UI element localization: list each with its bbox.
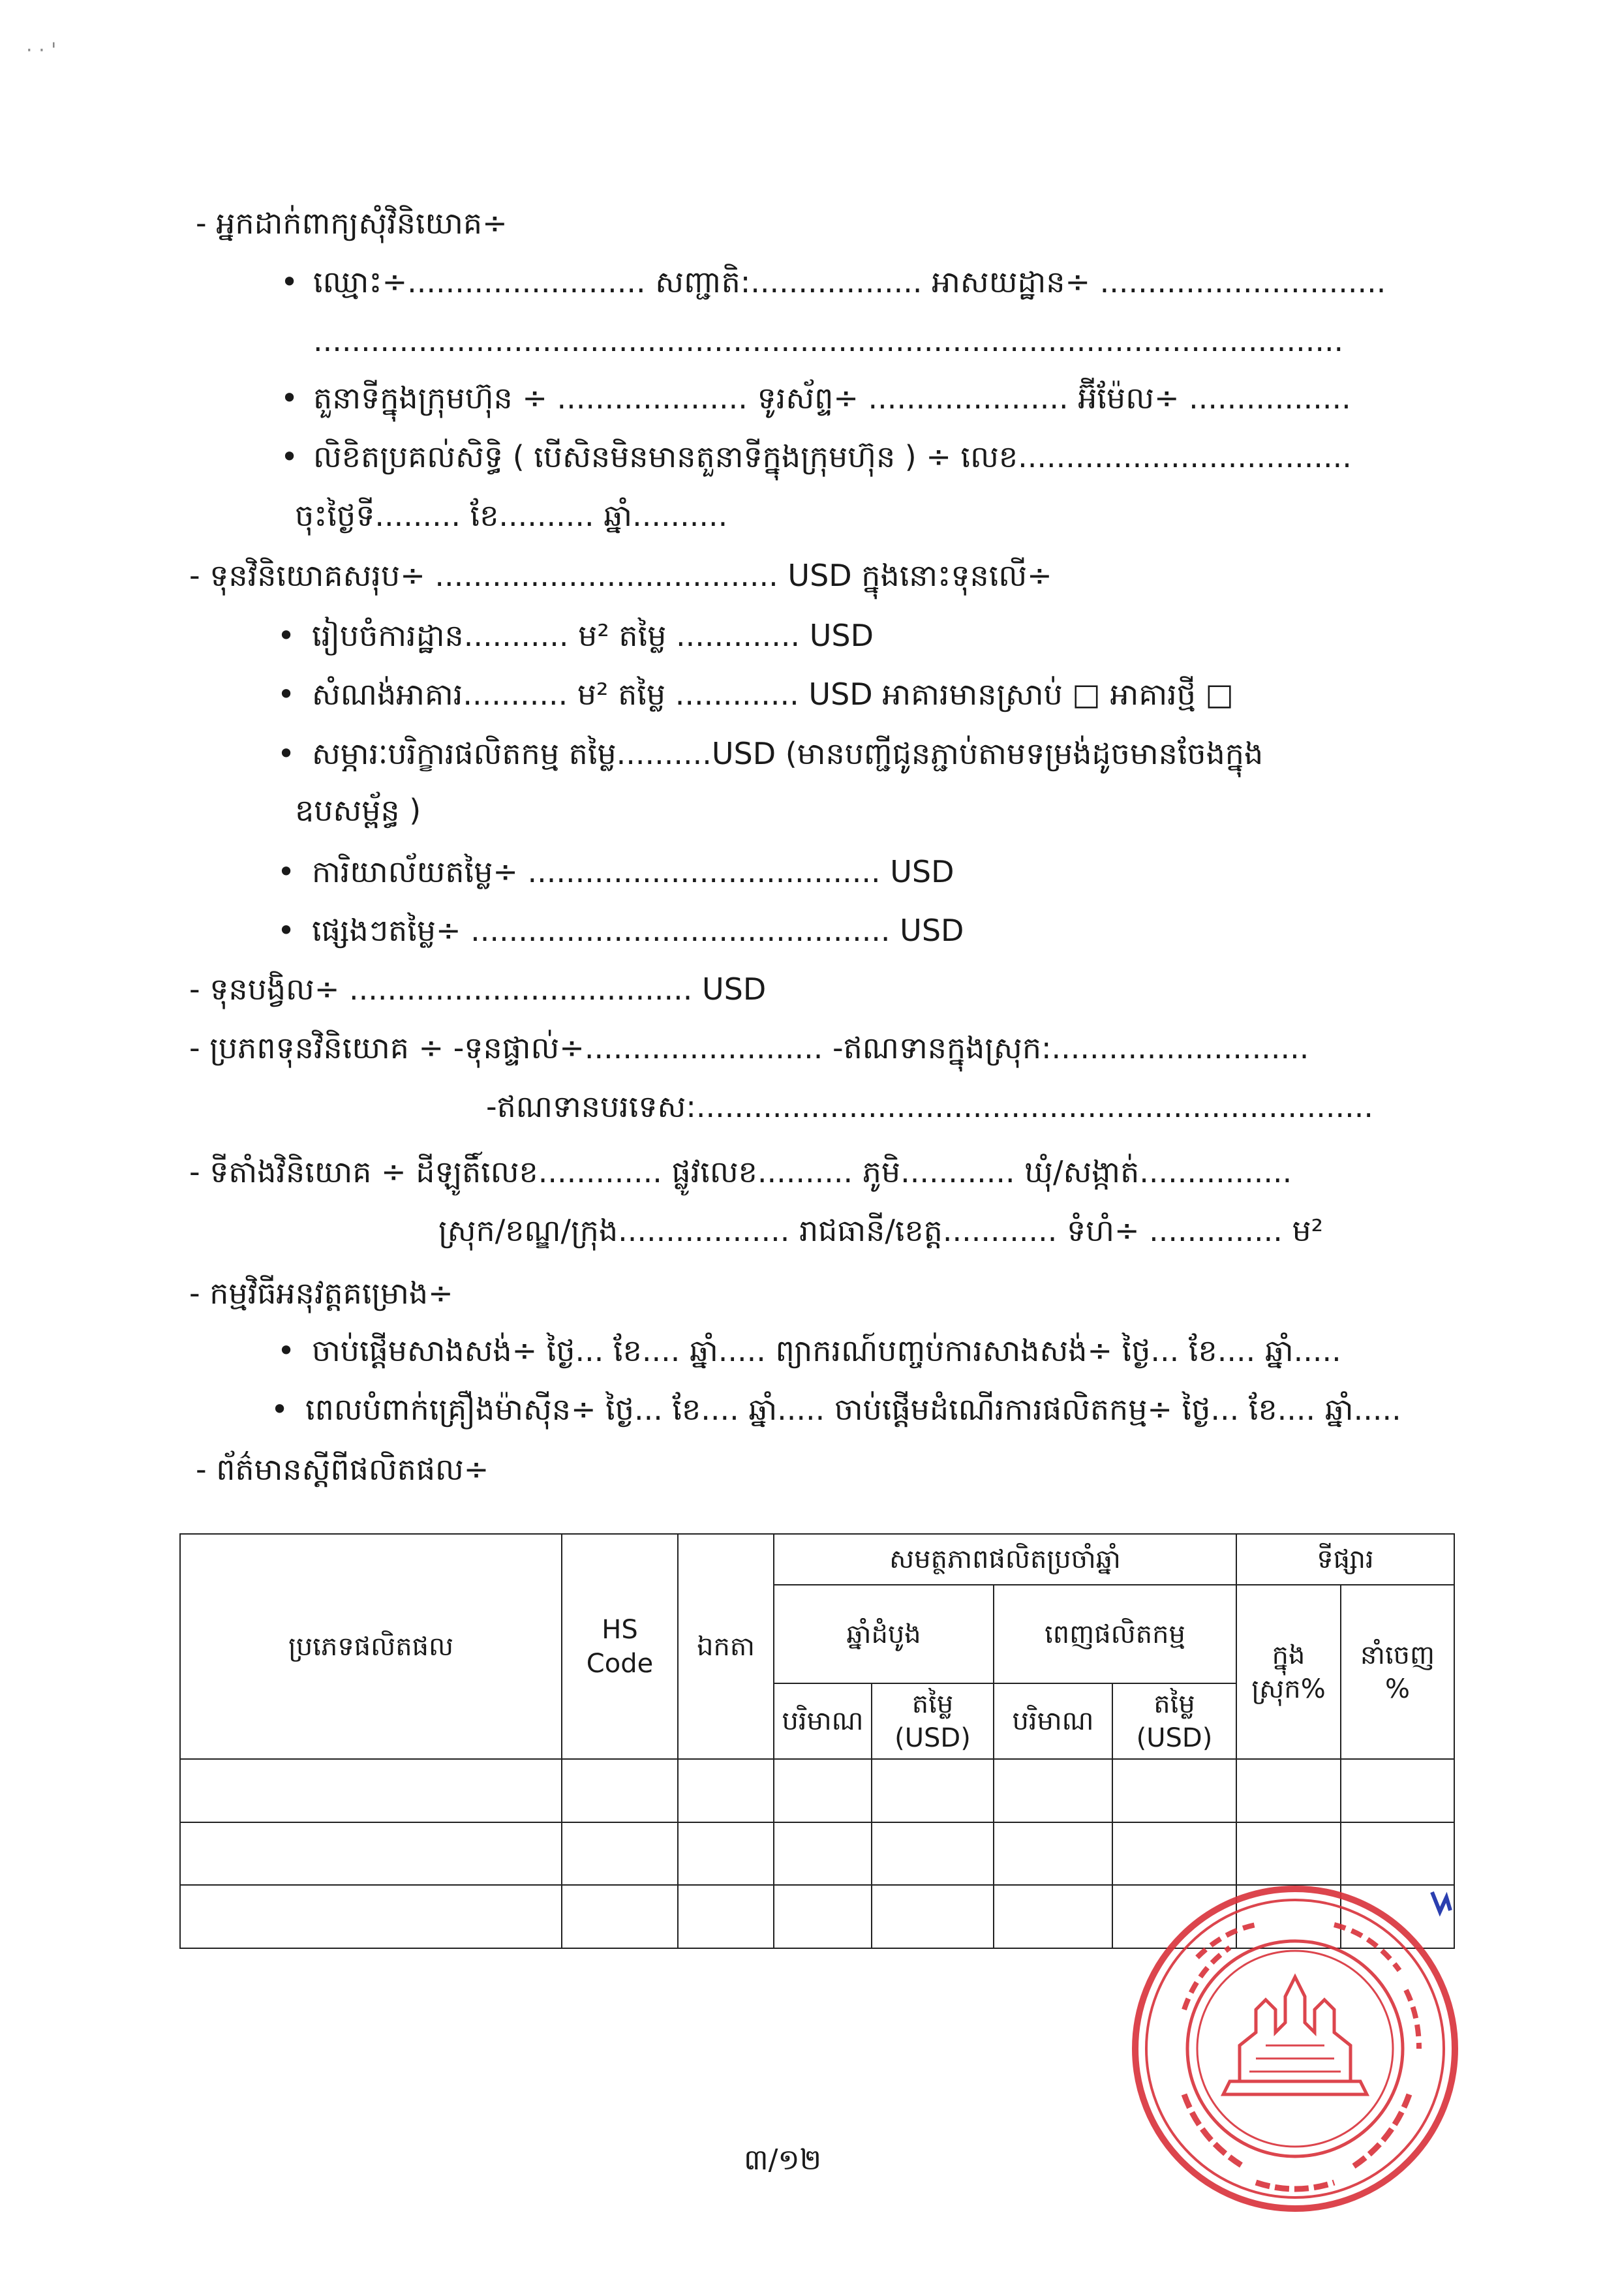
equipment-cont-line: ឧបសម្ព័ន្ធ ): [295, 793, 421, 828]
bullet: •: [281, 439, 299, 474]
header-hs-code: HS Code: [562, 1534, 678, 1759]
table-cell[interactable]: [1112, 1822, 1236, 1886]
header-full-production: ពេញផលិតកម្ម: [994, 1585, 1236, 1683]
header-product-type: ប្រភេទផលិតផល: [180, 1534, 562, 1759]
bullet: •: [271, 1392, 289, 1427]
header-unit: ឯកតា: [678, 1534, 774, 1759]
header-quantity: បរិមាណ: [994, 1683, 1112, 1759]
table-cell[interactable]: [678, 1759, 774, 1822]
signature-mark: [1432, 1892, 1450, 1912]
bullet: •: [277, 854, 296, 889]
table-cell[interactable]: [774, 1822, 872, 1886]
table-cell[interactable]: [1236, 1822, 1341, 1886]
official-seal: [1125, 1879, 1465, 2218]
table-cell[interactable]: [562, 1822, 678, 1886]
total-capital-line: - ទុនវិនិយោគសរុប÷ .................................... USD ក្នុងនោះទុនលើ÷: [189, 558, 1052, 593]
header-value: តម្លៃ (USD): [1112, 1683, 1236, 1759]
table-row: [180, 1759, 1454, 1822]
position-line: តួនាទីក្នុងក្រុមហ៊ុន ÷ .................... ទូរស័ព្ទ÷ ..................... អ៊ីម៉ែល÷ .................: [313, 380, 1351, 416]
header-first-year: ឆ្នាំដំបូង: [774, 1585, 994, 1683]
header-domestic: ក្នុងស្រុក%: [1236, 1585, 1341, 1759]
table-cell[interactable]: [872, 1885, 994, 1948]
header-quantity: បរិមាណ: [774, 1683, 872, 1759]
applicant-heading: - អ្នកដាក់ពាក្យសុំវិនិយោគ÷: [196, 206, 508, 241]
table-cell[interactable]: [1112, 1759, 1236, 1822]
bullet: •: [277, 736, 296, 771]
bullet: •: [277, 618, 296, 653]
table-cell[interactable]: [994, 1822, 1112, 1886]
source-line: - ប្រភពទុនវិនិយោគ ÷ -ទុនផ្ទាល់÷......................... -ឥណទានក្នុងស្រុក:...........................: [189, 1030, 1309, 1065]
schedule-line-1: ចាប់ផ្តើមសាងសង់÷ ថ្ងៃ... ខែ.... ឆ្នាំ..... ព្យាករណ៍បញ្ចប់ការសាងសង់÷ ថ្ងៃ... ខែ.... ឆ្នាំ.....: [312, 1333, 1341, 1368]
table-cell[interactable]: [678, 1822, 774, 1886]
table-cell[interactable]: [1341, 1759, 1454, 1822]
bullet: •: [281, 264, 299, 299]
table-cell[interactable]: [994, 1885, 1112, 1948]
table-cell[interactable]: [180, 1822, 562, 1886]
continuation-line: ............................................................................................................: [313, 323, 1344, 358]
table-cell[interactable]: [180, 1885, 562, 1948]
location-line: - ទីតាំងវិនិយោគ ÷ ដីឡូតិ៍លេខ............. ផ្លូវលេខ.......... ភូមិ............ ឃុំ/សង្កាត់................: [189, 1154, 1292, 1189]
construction-line: សំណង់អាគារ........... ម² តម្លៃ ............. USD អាគារមានស្រាប់ □ អាគារថ្មី □: [312, 677, 1234, 712]
table-cell[interactable]: [872, 1822, 994, 1886]
table-cell[interactable]: [872, 1759, 994, 1822]
header-market: ទីផ្សារ: [1236, 1534, 1454, 1585]
table-cell[interactable]: [1341, 1822, 1454, 1886]
table-cell[interactable]: [774, 1885, 872, 1948]
bullet: •: [277, 677, 296, 712]
office-line: ការិយាល័យតម្លៃ÷ ..................................... USD: [312, 854, 954, 889]
other-line: ផ្សេងៗតម្លៃ÷ ............................................ USD: [312, 913, 964, 948]
equipment-line: សម្ភារៈបរិក្ខារផលិតកម្ម តម្លៃ..........USD (មានបញ្ជីជូនភ្ជាប់តាមទម្រង់ដូចមានចែងក្នុង: [312, 736, 1264, 771]
table-cell[interactable]: [562, 1759, 678, 1822]
table-row: [180, 1822, 1454, 1886]
table-cell[interactable]: [994, 1759, 1112, 1822]
table-cell[interactable]: [180, 1759, 562, 1822]
table-cell[interactable]: [774, 1759, 872, 1822]
page-number: ៣/១២: [744, 2143, 822, 2177]
schedule-line-2: ពេលបំពាក់គ្រឿងម៉ាស៊ីន÷ ថ្ងៃ... ខែ.... ឆ្នាំ..... ចាប់ផ្តើមដំណើរការផលិតកម្ម÷ ថ្ងៃ... ខែ.... ឆ្នាំ.....: [305, 1392, 1401, 1427]
header-export: នាំចេញ %: [1341, 1585, 1454, 1759]
scan-mark: · · ': [26, 39, 57, 62]
table-cell[interactable]: [562, 1885, 678, 1948]
source-cont-line: -ឥណទានបរទេស:.......................................................................: [486, 1089, 1374, 1124]
table-cell[interactable]: [1236, 1759, 1341, 1822]
date-line: ចុះថ្ងៃទី......... ខែ.......... ឆ្នាំ..........: [295, 498, 728, 533]
header-value: តម្លៃ (USD): [872, 1683, 994, 1759]
header-capacity: សមត្ថភាពផលិតប្រចាំឆ្នាំ: [774, 1534, 1236, 1585]
site-prep-line: រៀបចំការដ្ឋាន........... ម² តម្លៃ ............. USD: [312, 618, 874, 653]
name-line: ឈ្មោះ÷......................... សញ្ជាតិ:.................. អាសយដ្ឋាន÷ ..............................: [313, 264, 1386, 299]
location-cont-line: ស្រុក/ខណ្ឌ/ក្រុង.................. រាជធានី/ខេត្ត............ ទំហំ÷ .............. ម²: [438, 1213, 1324, 1248]
product-heading: - ព័ត៌មានស្តីពីផលិតផល÷: [196, 1452, 489, 1487]
schedule-heading: - កម្មវិធីអនុវត្តគម្រោង÷: [189, 1276, 453, 1311]
working-capital-line: - ទុនបង្វិល÷ .................................... USD: [189, 972, 767, 1007]
table-cell[interactable]: [678, 1885, 774, 1948]
authorization-line: លិខិតប្រគល់សិទ្ធិ ( បើសិនមិនមានតួនាទីក្នុងក្រុមហ៊ុន ) ÷ លេខ...................................: [313, 439, 1352, 474]
bullet: •: [281, 380, 299, 416]
bullet: •: [277, 1333, 296, 1368]
bullet: •: [277, 913, 296, 948]
